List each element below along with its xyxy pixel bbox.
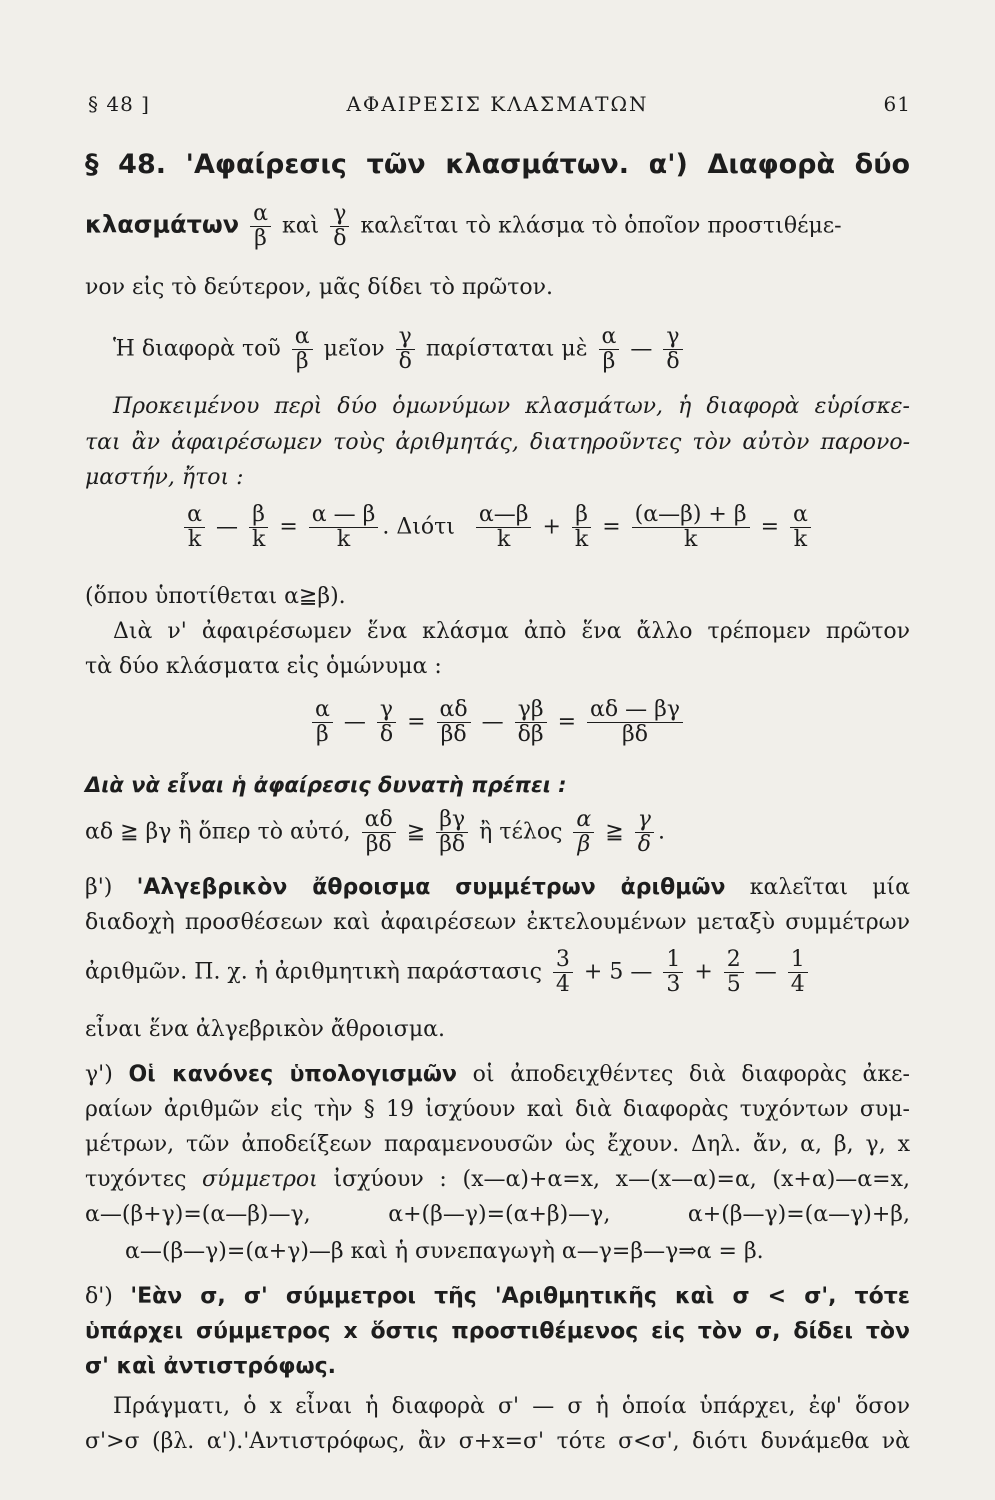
equation: $\frac{\alpha}{k}$ — $\frac{\beta}{k}$ = $\frac{\alpha — \beta}{k}$ . Διότι $\frac{\alpha—\beta}{k}$ + $\frac{\beta}{k}$ = $\frac{(\alpha—\beta) + \beta}{k}$ = $\frac{\alpha}{k}$: [85, 503, 910, 552]
text-line: α—(β+γ)=(α—β)—γ, α+(β—γ)=(α+β)—γ, α+(β—γ)=(α—γ)+β,: [85, 1202, 910, 1227]
fraction: $\frac{\gamma}{\delta}$: [663, 325, 682, 374]
running-title: ΑΦΑΙΡΕΣΙΣ ΚΛΑΣΜΑΤΩΝ: [346, 92, 649, 116]
text-line: τὰ δύο κλάσματα εἰς ὁμώνυμα :: [85, 654, 442, 679]
text-line: εἶναι ἕνα ἀλγεβρικὸν ἄθροισμα.: [85, 1017, 445, 1042]
text-line: (ὅπου ὑποτίθεται α≧β).: [85, 584, 346, 609]
fraction: $\frac{\alpha}{\beta}$: [599, 325, 620, 374]
text-line: Διὰ νὰ εἶναι ἡ ἀφαίρεσις δυνατὴ πρέπει :: [85, 773, 567, 797]
text-line: ὑπάρχει σύμμετρος x ὅστις προστιθέμενος εἰς τὸν σ, δίδει τὸν: [85, 1319, 910, 1344]
text-line: μαστήν, ἤτοι :: [85, 465, 244, 490]
page-number: 61: [883, 92, 911, 116]
text-line: διαδοχὴ προσθέσεων καὶ ἀφαιρέσεων ἐκτελουμένων μεταξὺ συμμέτρων: [85, 910, 910, 935]
text-line: νον εἰς τὸ δεύτερον, μᾶς δίδει τὸ πρῶτον.: [85, 275, 553, 300]
text-line: β') 'Αλγεβρικὸν ἄθροισμα συμμέτρων ἀριθμῶν καλεῖται μία: [85, 875, 910, 900]
text-line: σ'>σ (βλ. α').'Αντιστρόφως, ἂν σ+x=σ' τότε σ<σ', διότι δυνάμεθα νὰ: [85, 1429, 910, 1454]
text-line: Ἡ διαφορὰ τοῦ $\frac{\alpha}{\beta}$ μεῖον $\frac{\gamma}{\delta}$ παρίσταται μὲ $\frac{\alpha}{\beta}$ — $\frac{\gamma}{\delta}$: [85, 325, 938, 374]
text-line: κλασμάτων $\frac{\alpha}{\beta}$ καὶ $\frac{\gamma}{\delta}$ καλεῖται τὸ κλάσμα τὸ ὁποῖον προστιθέμε-: [85, 201, 842, 252]
section-ref: § 48 ]: [88, 92, 150, 116]
fraction: $\frac{\alpha}{\beta}$: [292, 325, 313, 374]
section-heading: § 48. 'Αφαίρεσις τῶν κλασμάτων. α') Διαφορὰ δύο: [85, 149, 910, 180]
fraction: $\frac{\gamma}{\delta}$: [396, 325, 415, 374]
equation: $\frac{\alpha}{\beta}$ — $\frac{\gamma}{\delta}$ = $\frac{\alpha\delta}{\beta\delta}$ — $\frac{\gamma\beta}{\delta\beta}$ = $\frac{\alpha\delta — \beta\gamma}{\beta\delta}$: [85, 698, 910, 747]
text-line: Διὰ ν' ἀφαιρέσωμεν ἕνα κλάσμα ἀπὸ ἕνα ἄλλο τρέπομεν πρῶτον: [113, 619, 910, 644]
text-line: ραίων ἀριθμῶν εἰς τὴν § 19 ἰσχύουν καὶ διὰ διαφορὰς τυχόντων συμ-: [85, 1097, 910, 1122]
fraction: $\frac{\gamma}{\delta}$: [330, 202, 349, 251]
text-line: μέτρων, τῶν ἀποδείξεων παραμενουσῶν ὡς ἔχουν. Δηλ. ἄν, α, β, γ, x: [85, 1132, 910, 1157]
text-line: τυχόντες σύμμετροι ἰσχύουν : (x—α)+α=x, x—(x—α)=α, (x+α)—α=x,: [85, 1167, 910, 1192]
text-line: Πράγματι, ὁ x εἶναι ἡ διαφορὰ σ' — σ ἡ ὁποία ὑπάρχει, ἐφ' ὅσον: [113, 1394, 910, 1419]
text-line: δ') 'Εὰν σ, σ' σύμμετροι τῆς 'Αριθμητικῆς καὶ σ < σ', τότε: [85, 1284, 910, 1309]
text-line: α—(β—γ)=(α+γ)—β καὶ ἡ συνεπαγωγὴ α—γ=β—γ⇒α = β.: [125, 1239, 764, 1264]
text-line: Προκειμένου περὶ δύο ὁμωνύμων κλασμάτων, ἡ διαφορὰ εὑρίσκε-: [113, 394, 910, 419]
text-line: γ') Οἱ κανόνες ὑπολογισμῶν οἱ ἀποδειχθέντες διὰ διαφορὰς ἀκε-: [85, 1062, 910, 1087]
text-line: ἀριθμῶν. Π. χ. ἡ ἀριθμητικὴ παράστασις $\frac{3}{4}$ + 5 — $\frac{1}{3}$ + $\frac{2}{5}$ — $\frac{1}{4}$: [85, 948, 910, 997]
text-line: αδ ≧ βγ ἢ ὅπερ τὸ αὐτό, $\frac{\alpha\delta}{\beta\delta}$ ≧ $\frac{\beta\gamma}{\beta\delta}$ ἢ τέλος $\frac{\alpha}{\beta}$ ≧ $\frac{\gamma}{\delta}$ .: [85, 807, 665, 858]
text-line: σ' καὶ ἀντιστρόφως.: [85, 1354, 336, 1379]
text-line: ται ἂν ἀφαιρέσωμεν τοὺς ἀριθμητάς, διατηροῦντες τὸν αὐτὸν παρονο-: [85, 430, 910, 455]
fraction: $\frac{\alpha}{\beta}$: [250, 202, 271, 251]
